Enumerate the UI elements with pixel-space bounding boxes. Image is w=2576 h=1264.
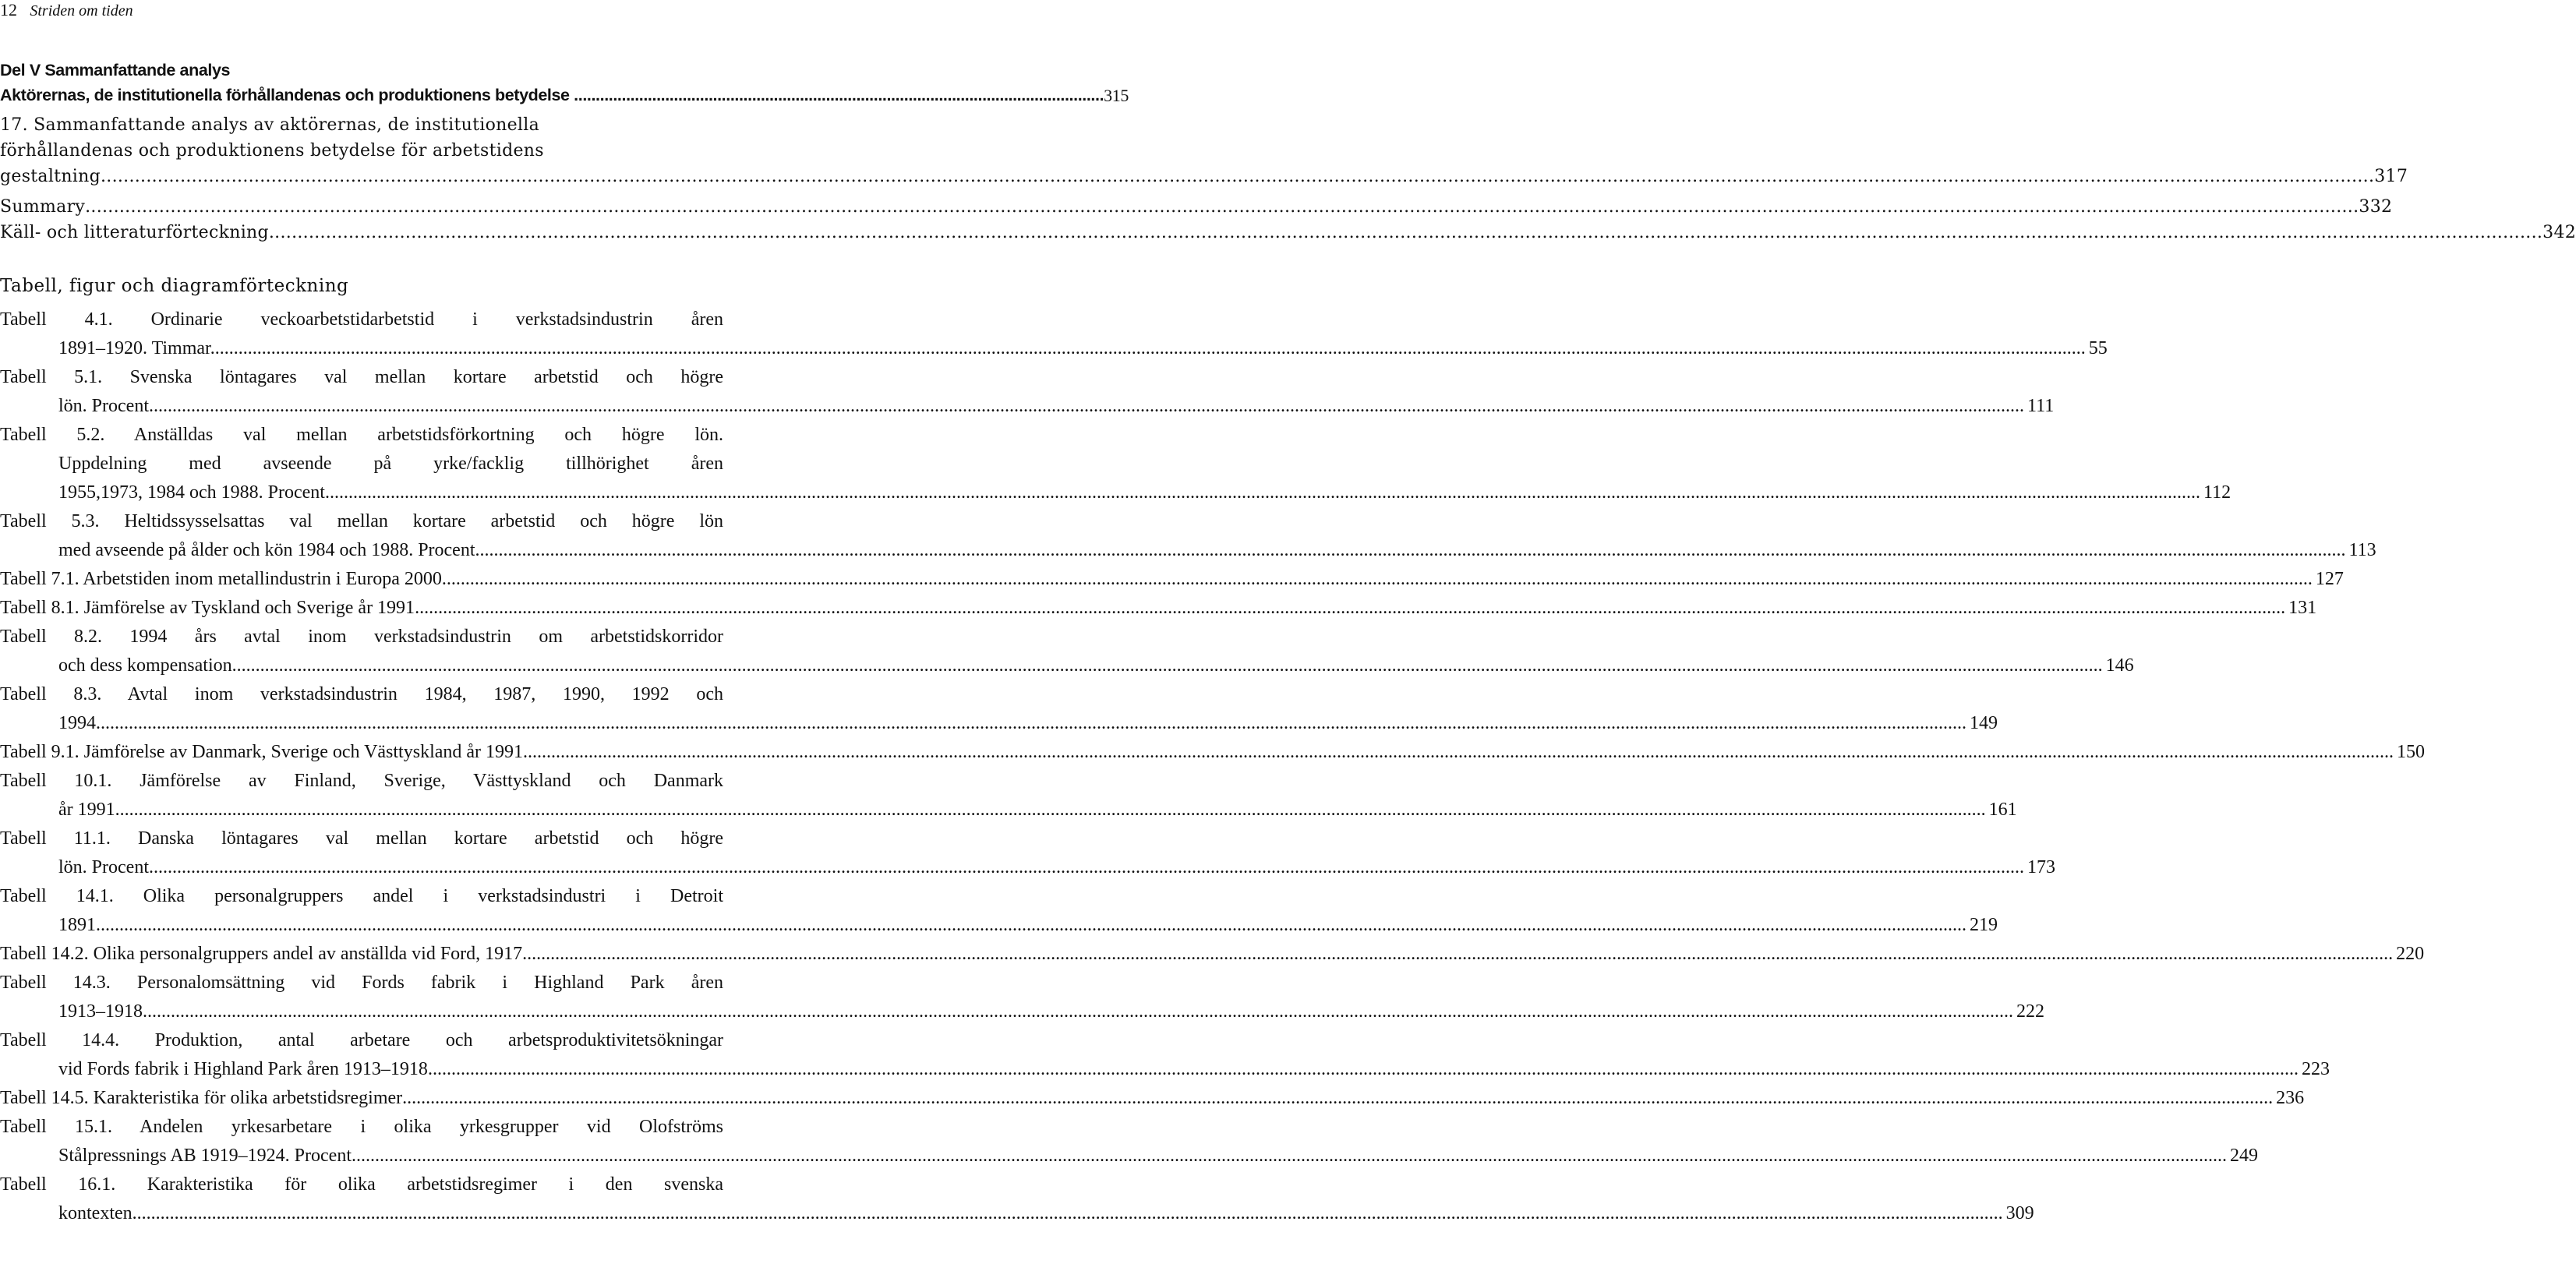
page-number: 12 bbox=[0, 0, 17, 19]
leader-dots: ................................................................................................................................................................................................................................................................................................................................................................................................................ bbox=[100, 167, 2375, 186]
entry-last-line bbox=[0, 853, 2055, 882]
entry-first-line bbox=[0, 305, 723, 334]
entry-text: vid Fords fabrik i Highland Park åren 1913–1918 bbox=[58, 1059, 428, 1079]
entry-text: Tabell 7.1. Arbetstiden inom metallindustrin i Europa 2000 bbox=[0, 569, 442, 589]
entry-last-line bbox=[0, 651, 2134, 680]
entry-text: Stålpressnings AB 1919–1924. Procent. bbox=[58, 1146, 356, 1166]
entry-text: gestaltning bbox=[0, 167, 101, 186]
entry-page-number: 150 bbox=[2397, 742, 2426, 762]
entry-first-line bbox=[0, 767, 723, 796]
leader-dots: ................................................................................................................................................................................................................................................................................................................................................................................................................ bbox=[523, 742, 2394, 762]
entry-text: lön. Procent. bbox=[58, 396, 154, 416]
table-toc-entry[interactable] bbox=[0, 824, 2055, 882]
entry-last-line bbox=[0, 392, 2055, 421]
entry-text: Tabell 16.1. Karakteristika för olika arbetstidsregimer i den svenska bbox=[0, 1174, 723, 1195]
entry-first-line bbox=[0, 680, 723, 709]
entry-first-line bbox=[0, 1170, 723, 1199]
table-toc-entry[interactable] bbox=[0, 882, 1998, 940]
table-toc-entry[interactable] bbox=[0, 421, 2231, 507]
entry-text-line: 17. Sammanfattande analys av aktörernas, de institutionella bbox=[0, 115, 540, 135]
entry-page-number: 173 bbox=[2027, 857, 2055, 877]
entry-first-line bbox=[0, 824, 723, 853]
table-list bbox=[0, 305, 2426, 1228]
leader-dots: ................................................................................................................................................................................................................................................................................................................................................................................................................ bbox=[143, 1001, 2013, 1022]
entry-text: Tabell 10.1. Jämförelse av Finland, Sverige, Västtyskland och Danmark bbox=[0, 771, 723, 791]
entry-text: 1955,1973, 1984 och 1988. Procent. bbox=[58, 482, 330, 503]
leader-dots: ................................................................................................................................................................................................................................................................................................................................................................................................................ bbox=[214, 338, 2086, 358]
table-toc-entry[interactable] bbox=[0, 1084, 2305, 1113]
part-title: Del V Sammanfattande analys bbox=[0, 61, 231, 79]
entry-page-number: 146 bbox=[2105, 655, 2134, 676]
entry-last-line bbox=[0, 940, 2425, 969]
entry-text: Tabell 5.1. Svenska löntagares val mellan kortare arbetstid och högre bbox=[0, 367, 723, 387]
leader-dots: ................................................................................................................................................................................................................................................................................................................................................................................................................ bbox=[402, 1088, 2274, 1108]
entry-last-line bbox=[0, 1199, 2034, 1228]
entry-text: 1891 bbox=[58, 915, 96, 935]
entry-text: och dess kompensation bbox=[58, 655, 232, 676]
entry-text: 1891–1920. Timmar. bbox=[58, 338, 215, 358]
leader-dots: ................................................................................................................................................................................................................................................................................................................................................................................................................ bbox=[475, 540, 2346, 560]
entry-text: Tabell 8.1. Jämförelse av Tyskland och Sverige år 1991 bbox=[0, 598, 415, 618]
entry-page-number: 342 bbox=[2542, 223, 2576, 242]
entry-page-number: 127 bbox=[2315, 569, 2344, 589]
table-toc-entry[interactable] bbox=[0, 507, 2376, 565]
part-entry-text: Aktörernas, de institutionella förhållandenas och produktionens betydelse bbox=[0, 86, 570, 104]
chapter-toc-entry[interactable] bbox=[0, 220, 2576, 245]
entry-first-line bbox=[0, 507, 723, 536]
entry-last-line bbox=[0, 220, 2576, 245]
entry-last-line bbox=[0, 478, 2231, 507]
entry-page-number: 223 bbox=[2301, 1059, 2330, 1079]
entry-text: Tabell 14.3. Personalomsättning vid Fords fabrik i Highland Park åren bbox=[0, 973, 723, 993]
entry-last-line bbox=[0, 997, 2044, 1026]
running-title: Striden om tiden bbox=[30, 2, 133, 19]
entry-page-number: 112 bbox=[2203, 482, 2231, 503]
list-title: Tabell, figur och diagramförteckning bbox=[0, 276, 349, 296]
leader-dots: ................................................................................................................................................................................................................................................................................................................................................................................................................ bbox=[415, 598, 2286, 618]
entry-last-line bbox=[0, 334, 2108, 363]
entry-last-line bbox=[0, 536, 2376, 565]
entry-last-line bbox=[0, 565, 2344, 594]
table-toc-entry[interactable] bbox=[0, 767, 2017, 824]
entry-text: Tabell 14.4. Produktion, antal arbetare och arbetsproduktivitetsökningar bbox=[0, 1030, 723, 1050]
leader-dots: ................................................................................................................................................................................................................................................................................................................................................................................................................ bbox=[522, 944, 2394, 964]
entry-last-line bbox=[0, 738, 2426, 767]
table-toc-entry[interactable] bbox=[0, 594, 2317, 623]
part-toc-entry[interactable] bbox=[0, 86, 1129, 106]
table-toc-entry[interactable] bbox=[0, 969, 2044, 1026]
entry-page-number: 332 bbox=[2359, 197, 2393, 217]
table-toc-entry[interactable] bbox=[0, 680, 1998, 738]
entry-page-number: 161 bbox=[1988, 800, 2017, 820]
leader-dots: ................................................................................................................................................................................................................................................................................................................................................................................................................ bbox=[356, 1146, 2227, 1166]
table-toc-entry[interactable] bbox=[0, 1026, 2330, 1084]
entry-page-number: 220 bbox=[2396, 944, 2425, 964]
entry-last-line bbox=[0, 164, 2408, 189]
entry-last-line bbox=[0, 1142, 2258, 1170]
entry-text: med avseende på ålder och kön 1984 och 1988. Procent bbox=[58, 540, 475, 560]
entry-page-number: 317 bbox=[2374, 167, 2408, 186]
entry-text: Tabell 14.2. Olika personalgruppers andel av anställda vid Ford, 1917 bbox=[0, 944, 523, 964]
entry-text: år 1991 bbox=[58, 800, 115, 820]
entry-page-number: 236 bbox=[2276, 1088, 2305, 1108]
leader-dots: ................................................................................................................................................................................................................................................................................................................................................................................................................ bbox=[427, 1059, 2299, 1079]
table-toc-entry[interactable] bbox=[0, 305, 2108, 363]
entry-first-line bbox=[0, 421, 723, 450]
leader-dots: ................................................................................................................................................................................................................................................................................................................................................................................................................ bbox=[115, 800, 1986, 820]
table-toc-entry[interactable] bbox=[0, 565, 2344, 594]
table-toc-entry[interactable] bbox=[0, 363, 2055, 421]
entry-last-line bbox=[0, 796, 2017, 824]
entry-page-number: 309 bbox=[2005, 1203, 2034, 1223]
entry-text: Uppdelning med avseende på yrke/facklig tillhörighet åren bbox=[58, 454, 723, 474]
entry-page-number: 55 bbox=[2088, 338, 2108, 358]
entry-last-line bbox=[0, 1055, 2330, 1084]
entry-last-line bbox=[0, 194, 2393, 220]
chapter-toc-entry[interactable] bbox=[0, 112, 2408, 189]
leader-dots: ................................................................................................................................................................................................................................................................................................................................................................................................................ bbox=[231, 655, 2103, 676]
entry-last-line bbox=[0, 594, 2317, 623]
table-toc-entry[interactable] bbox=[0, 1113, 2258, 1170]
entry-text: Tabell 8.3. Avtal inom verkstadsindustrin 1984, 1987, 1990, 1992 och bbox=[0, 684, 723, 704]
entry-page-number: 113 bbox=[2348, 540, 2376, 560]
entry-text: Tabell 5.2. Anställdas val mellan arbetstidsförkortning och högre lön. bbox=[0, 425, 723, 445]
entry-page-number: 249 bbox=[2230, 1146, 2258, 1166]
leader-dots: ................................................................................................................................................................................................................................................................................................................................................................................................................ bbox=[132, 1203, 2003, 1223]
entry-first-line bbox=[0, 363, 723, 392]
entry-text: Tabell 5.3. Heltidssysselsattas val mellan kortare arbetstid och högre lön bbox=[0, 511, 723, 531]
entry-text: 1913–1918 bbox=[58, 1001, 143, 1022]
entry-continuation-line bbox=[0, 450, 723, 478]
entry-text: 1994 bbox=[58, 713, 96, 733]
leader-dots: ................................................................................................................................................................................................................................................................................................................................................................................................................ bbox=[441, 569, 2313, 589]
entry-page-number: 131 bbox=[2288, 598, 2317, 618]
table-toc-entry[interactable] bbox=[0, 940, 2425, 969]
entry-page-number: 149 bbox=[1970, 713, 1998, 733]
entry-text: lön. Procent. bbox=[58, 857, 154, 877]
leader-dots: ................................................................................................................................................................................................................................................................................................................................................................................................................ bbox=[153, 396, 2024, 416]
chapter-toc-entry[interactable] bbox=[0, 194, 2393, 220]
entry-text: kontexten bbox=[58, 1203, 133, 1223]
entry-text: Tabell 14.5. Karakteristika för olika arbetstidsregimer bbox=[0, 1088, 403, 1108]
entry-text: Käll- och litteraturförteckning bbox=[0, 223, 269, 242]
leader-dots: ................................................................................................................................................................................................................................................................................................................................................................................................................ bbox=[85, 197, 2359, 217]
entry-text-line: förhållandenas och produktionens betydelse för arbetstidens bbox=[0, 141, 544, 161]
entry-first-line bbox=[0, 1113, 723, 1142]
entry-last-line bbox=[0, 709, 1998, 738]
entry-text: Tabell 4.1. Ordinarie veckoarbetstidarbetstid i verkstadsindustrin åren bbox=[0, 309, 723, 330]
entry-text: Tabell 9.1. Jämförelse av Danmark, Sverige och Västtyskland år 1991 bbox=[0, 742, 524, 762]
entry-text: Tabell 8.2. 1994 års avtal inom verkstadsindustrin om arbetstidskorridor bbox=[0, 627, 723, 647]
entry-first-line bbox=[0, 1026, 723, 1055]
leader-dots: ................................................................................................................................................................................................................................................................................................................................................................................................................ bbox=[329, 482, 2200, 503]
entry-page-number: 111 bbox=[2027, 396, 2055, 416]
entry-first-line bbox=[0, 882, 723, 911]
part-entry-page: 315 bbox=[1104, 86, 1129, 105]
entry-last-line bbox=[0, 1084, 2305, 1113]
leader-dots: ................................................................................................................................................................................................................................................................................................................................................................................................................ bbox=[153, 857, 2024, 877]
table-toc-entry[interactable] bbox=[0, 1170, 2034, 1228]
entry-text: Tabell 11.1. Danska löntagares val mellan kortare arbetstid och högre bbox=[0, 828, 723, 849]
entry-text: Tabell 15.1. Andelen yrkesarbetare i olika yrkesgrupper vid Olofströms bbox=[0, 1117, 723, 1137]
entry-page-number: 219 bbox=[1970, 915, 1998, 935]
leader-dots: ................................................................................................................................................................................................................................................................................................................................................................................................................ bbox=[268, 223, 2543, 242]
table-toc-entry[interactable] bbox=[0, 738, 2426, 767]
entry-page-number: 222 bbox=[2016, 1001, 2044, 1022]
entry-first-line bbox=[0, 969, 723, 997]
page-header bbox=[0, 0, 133, 22]
entry-last-line bbox=[0, 911, 1998, 940]
table-toc-entry[interactable] bbox=[0, 623, 2134, 680]
leader-dots: .......................................................................................................................... bbox=[569, 86, 1104, 104]
entry-text: Tabell 14.1. Olika personalgruppers andel i verkstadsindustri i Detroit bbox=[0, 886, 723, 906]
leader-dots: ................................................................................................................................................................................................................................................................................................................................................................................................................ bbox=[96, 915, 1966, 935]
entry-first-line bbox=[0, 623, 723, 651]
leader-dots: ................................................................................................................................................................................................................................................................................................................................................................................................................ bbox=[96, 713, 1966, 733]
entry-text: Summary bbox=[0, 197, 86, 217]
